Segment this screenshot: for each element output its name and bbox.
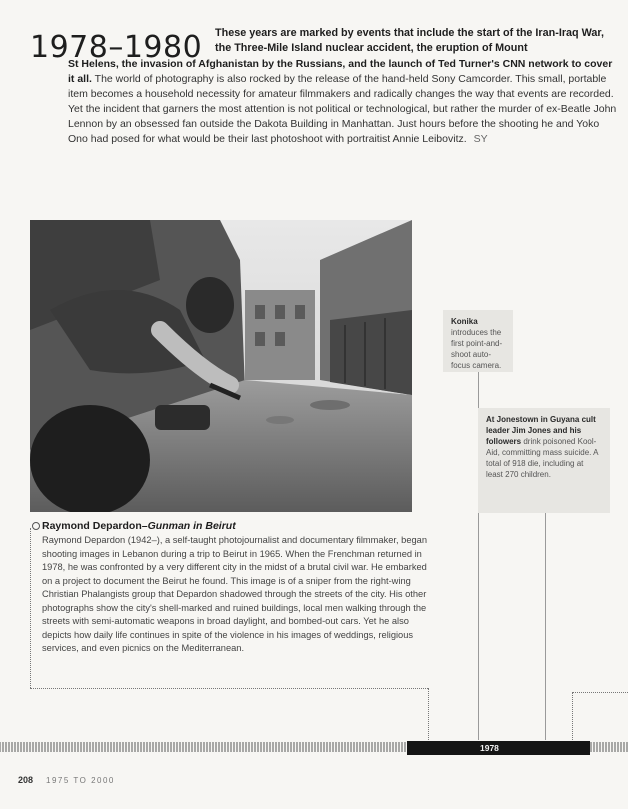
caption-photographer: Raymond Depardon– [42, 520, 148, 532]
caption-title [42, 520, 428, 532]
timeline-note-konika [443, 310, 513, 372]
right-connector-horizontal [572, 692, 628, 693]
note-konika-text: introduces the first point-and-shoot auto-focus camera. [451, 328, 503, 370]
era-title: 1978–1980 [30, 30, 203, 65]
lead-paragraph-start: These years are marked by events that include the start of the Iran-Iraq War, the Three-Mile Island nuclear accident, the eruption of Mount [215, 27, 605, 54]
caption-work-title: Gunman in Beirut [147, 520, 236, 532]
timeline-stem-2 [545, 513, 546, 740]
author-initials: SY [473, 133, 488, 145]
intro-body-text: The world of photography is also rocked by the release of the hand-held Sony Camcorder. This small, portable item becomes a household necessity for amateur filmmakers and radically changes the way that events are recorded. Yet the incident that garners the most attention is not political or technological, but rather the murder of ex-Beatle John Lennon by an obsessed fan outside the Dakota Building in Manhattan. Just hours before the shooting he and Yoko Ono had posed for what would be their last photoshoot with portraitist Annie Leibovitz. [68, 73, 617, 145]
note-konika-bold: Konika [451, 317, 478, 326]
caption-body: Raymond Depardon (1942–), a self-taught photojournalist and documentary filmmaker, began shooting images in Lebanon during a trip to Beirut in 1965. When the Frenchman returned in 1978, he was confronted by a very different city in the midst of a brutal civil war. He embarked on a project to document the Beirut he found. This image is of a sniper from the right-wing Christian Phalangists group that Depardon shadowed through the streets of the city. His other photographs show the city's shell-marked and ruined buildings, local men walking through the streets with semi-automatic weapons in broad daylight, and bombed-out cars. Yet he also depicts how daily life continues in spite of the violence in his images of weddings, religious services, and even picnics on the Mediterranean. [42, 535, 428, 653]
page-number: 208 [18, 775, 34, 785]
section-title: 1975 TO 2000 [46, 776, 115, 785]
caption-connector-drop [428, 688, 429, 740]
caption-connector-vertical [30, 528, 31, 688]
photo-caption [32, 520, 428, 656]
note-jonestown-text: drink poisoned Kool-Aid, committing mass suicide. A total of 918 die, including at least 270 children. [486, 437, 599, 479]
timeline-note-jonestown [478, 408, 610, 513]
gunman-in-beirut-photo [30, 220, 412, 512]
intro-paragraph [68, 57, 618, 147]
caption-connector-horizontal [30, 688, 428, 689]
lead-paragraph-continuation: St Helens, the invasion of Afghanistan by the Russians, and the launch of Ted Turner's CNN network to cover it all. [68, 58, 613, 85]
caption-marker-dot [32, 522, 40, 530]
photo-illustration [30, 220, 412, 512]
right-connector-drop [572, 692, 573, 740]
note-jonestown-bold: At Jonestown in Guyana cult leader Jim Jones and his followers [486, 415, 596, 446]
timeline-year-label: 1978 [480, 743, 499, 753]
